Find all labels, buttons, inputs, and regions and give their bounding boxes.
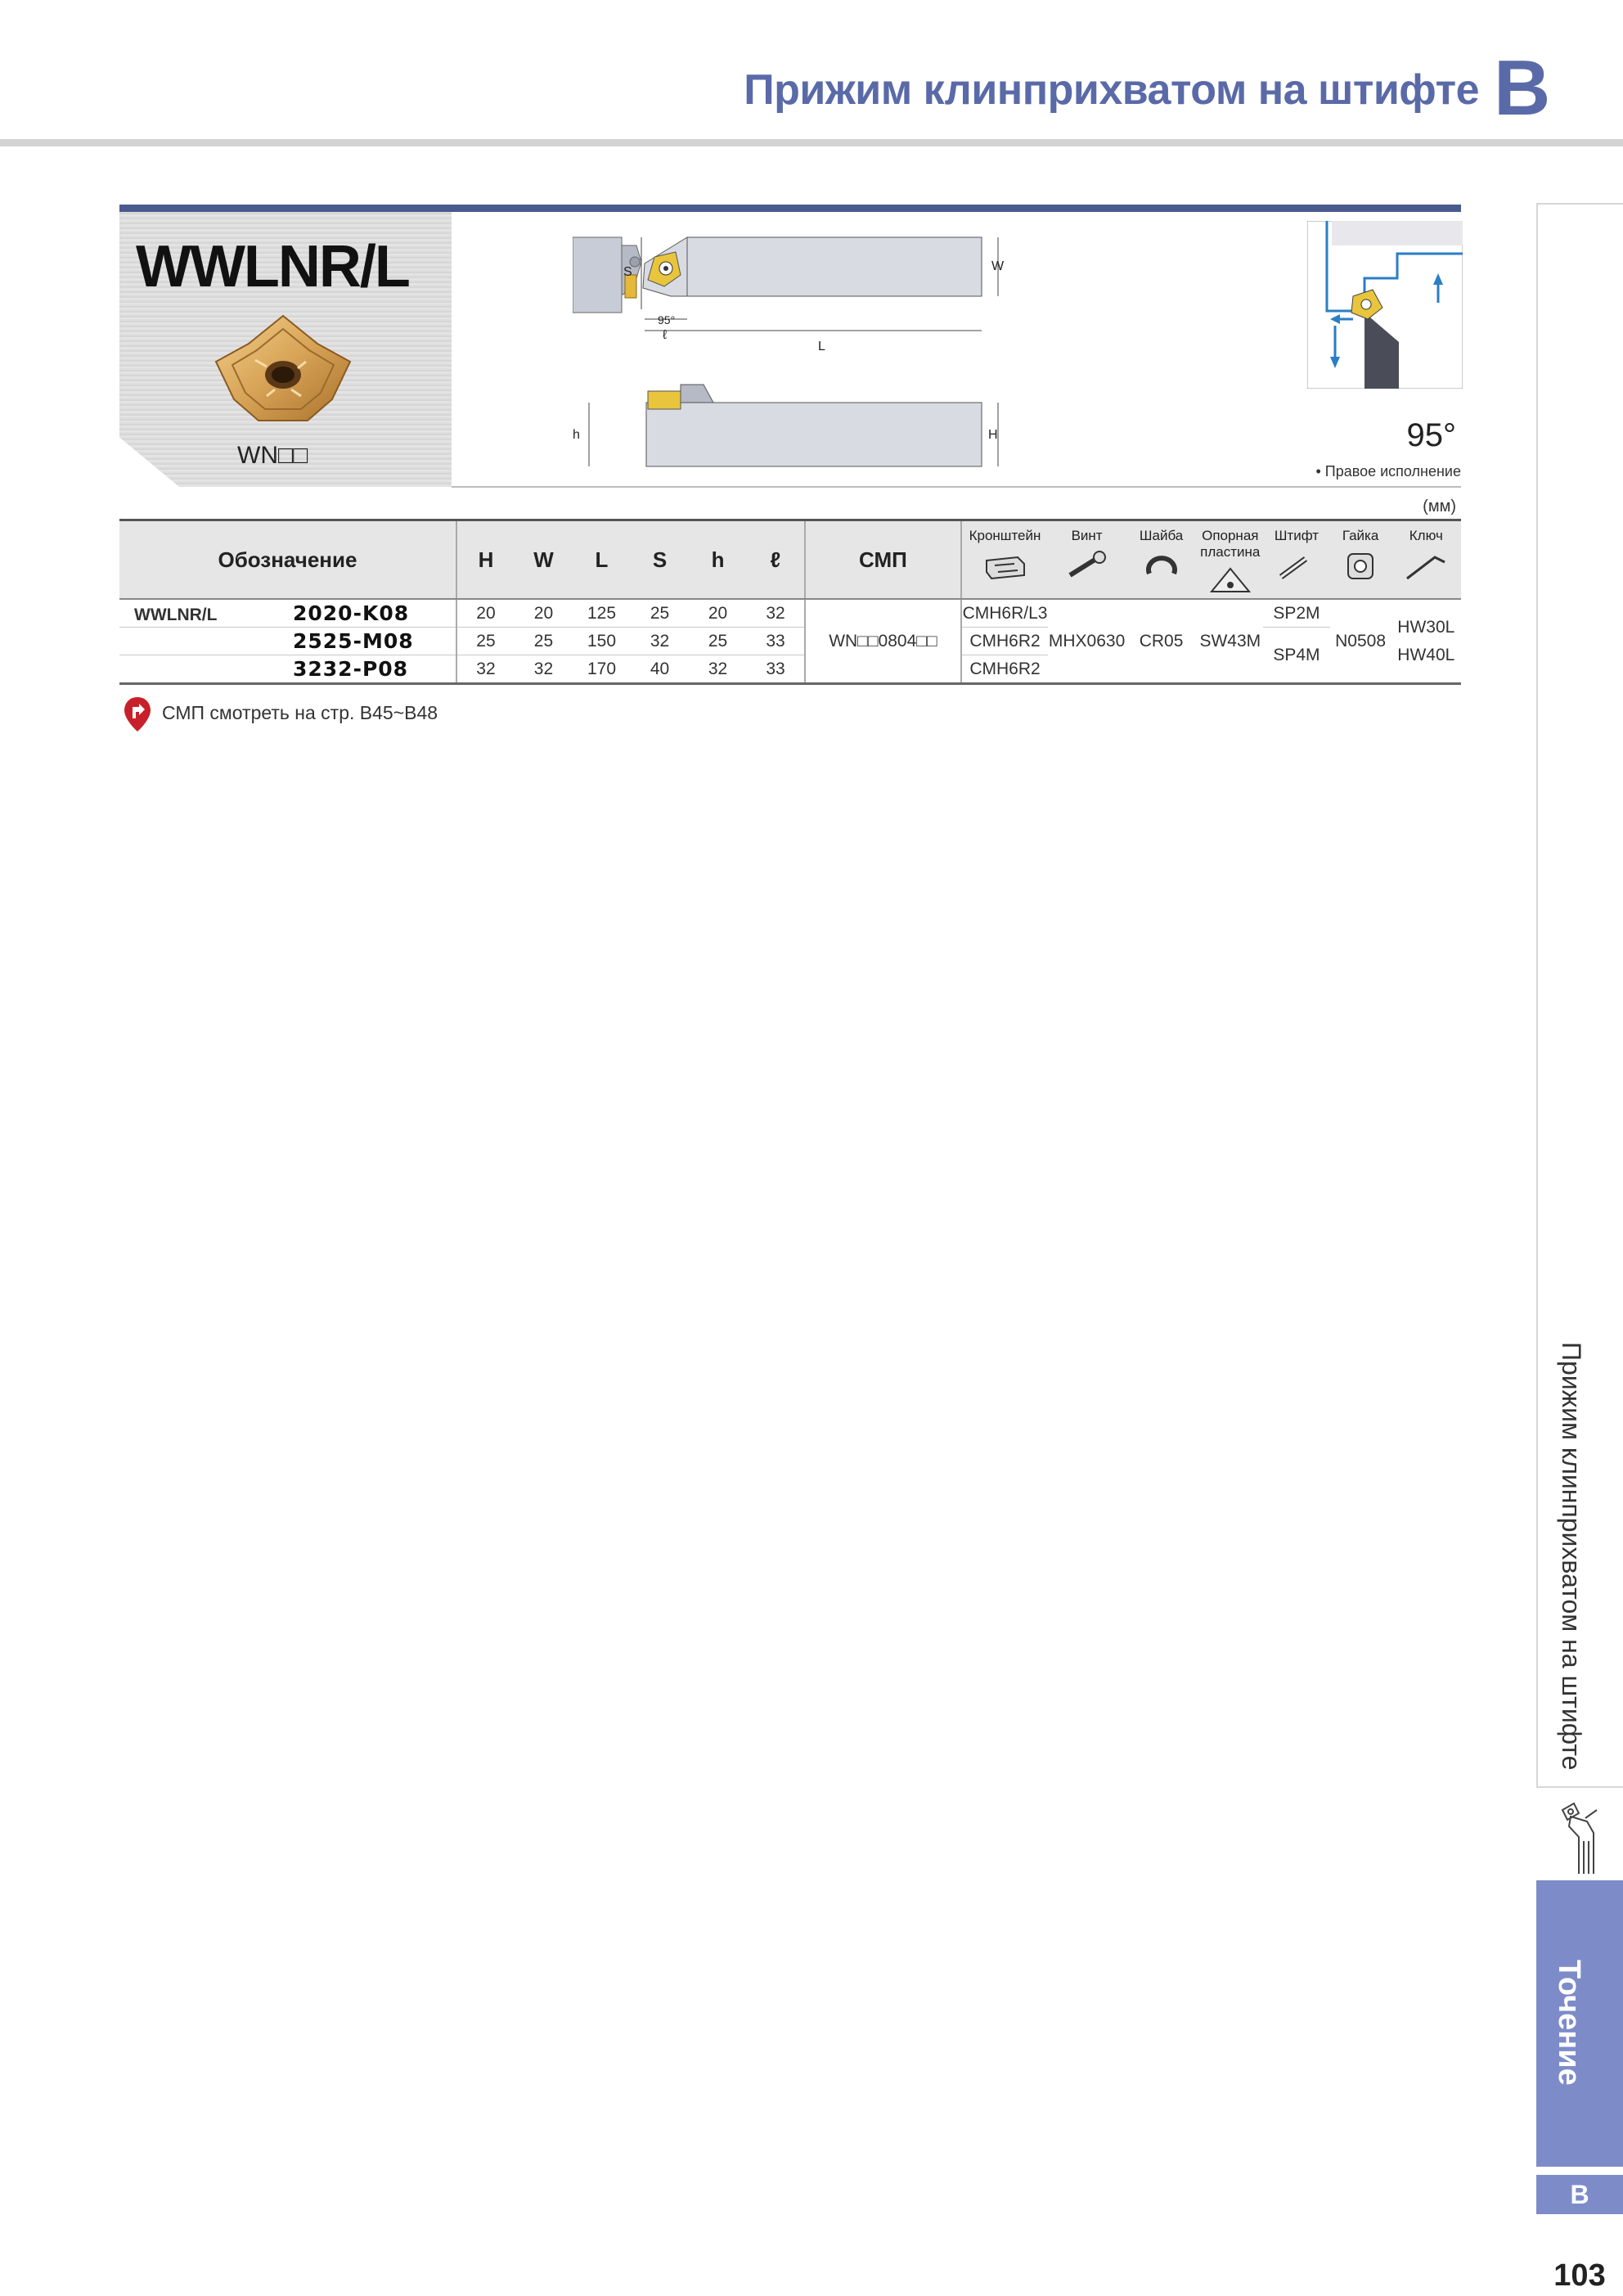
pin-icon: [1273, 551, 1320, 582]
insert-code: WN□□: [237, 442, 308, 469]
section-letter: B: [1494, 44, 1551, 132]
tab-divider-vertical: [1536, 203, 1538, 1786]
lead-angle: 95°: [1406, 417, 1456, 453]
dim-l-label: L: [818, 340, 825, 353]
col-washer-label: Шайба: [1139, 528, 1184, 543]
col-screw-label: Винт: [1071, 528, 1103, 543]
cell-pin: SP4M: [1263, 628, 1329, 684]
col-w: W: [515, 520, 573, 600]
cell-washer: CR05: [1126, 599, 1197, 684]
cell-key-1: HW30L: [1397, 617, 1455, 637]
col-l-small: ℓ: [747, 520, 805, 600]
header-divider: [0, 139, 1623, 146]
tab-turning-label: Точение: [1552, 1960, 1586, 2086]
shim-icon: [1207, 567, 1254, 598]
tab-divider-top: [1536, 203, 1623, 205]
insert-image: [209, 311, 357, 425]
cell-insert: WN□□0804□□: [805, 599, 961, 684]
col-shim: [1197, 520, 1263, 600]
cell-h-small: 32: [689, 655, 747, 684]
table-row: [119, 599, 1461, 628]
cell-l-small: 33: [747, 655, 805, 684]
cell-h: 20: [456, 599, 515, 628]
dim-w-label: W: [991, 259, 1005, 273]
cell-shim: SW43M: [1197, 599, 1263, 684]
col-screw: [1048, 520, 1126, 600]
tool-orientation-diagram: [1307, 221, 1463, 389]
col-pin: [1263, 520, 1329, 600]
section-tab-label: Прижим клинприхватом на штифте: [1557, 1342, 1586, 1771]
row-code: 3232-P08: [293, 657, 409, 681]
cell-l: 170: [573, 655, 631, 684]
cell-l-small: 33: [747, 628, 805, 655]
col-bracket-label: Кронштейн: [969, 528, 1041, 543]
cell-h-small: 20: [689, 599, 747, 628]
page-reference-icon: [123, 696, 152, 733]
turning-tool-icon: [1546, 1792, 1612, 1882]
page-number: 103: [1553, 2258, 1606, 2293]
col-washer: [1126, 520, 1197, 600]
col-h-small: h: [689, 520, 747, 600]
cell-l: 125: [573, 599, 631, 628]
row-code: 2525-M08: [293, 629, 414, 653]
panel-bottom-rule: [452, 486, 1461, 488]
tab-divider-bottom: [1536, 1786, 1623, 1788]
cell-h: 32: [456, 655, 515, 684]
spec-table: [119, 519, 1461, 685]
dim-l-small-label: ℓ: [663, 328, 668, 342]
cell-w: 20: [515, 599, 573, 628]
cell-w: 32: [515, 655, 573, 684]
cell-bracket: CMH6R2: [961, 655, 1048, 684]
col-insert: СМП: [805, 520, 961, 600]
units-label: (мм): [1423, 497, 1456, 515]
cell-bracket: CMH6R2: [961, 628, 1048, 655]
col-designation: Обозначение: [119, 520, 456, 600]
cell-pin: SP2M: [1263, 599, 1329, 628]
key-icon: [1402, 551, 1450, 582]
insert-page-reference: СМП смотреть на стр. B45~B48: [162, 702, 438, 723]
cell-h: 25: [456, 628, 515, 655]
cell-l-small: 32: [747, 599, 805, 628]
cell-key-2: HW40L: [1397, 645, 1455, 664]
nut-icon: [1337, 551, 1384, 582]
col-h: H: [456, 520, 515, 600]
col-l: L: [573, 520, 631, 600]
table-header-row: [119, 520, 1461, 600]
cell-screw: MHX0630: [1048, 599, 1126, 684]
cell-s: 32: [631, 628, 689, 655]
cell-nut: N0508: [1330, 599, 1391, 684]
col-pin-label: Штифт: [1274, 528, 1320, 543]
bracket-icon: [982, 551, 1029, 582]
panel-top-bar: [119, 205, 1461, 212]
cell-w: 25: [515, 628, 573, 655]
hand-note: • Правое исполнение: [1315, 463, 1461, 479]
product-name: WWLNR/L: [136, 234, 409, 299]
page-title: Прижим клинприхватом на штифте: [744, 66, 1479, 114]
cell-h-small: 25: [689, 628, 747, 655]
series-name: WWLNR/L: [134, 606, 218, 624]
col-s: S: [631, 520, 689, 600]
dim-h-label: h: [573, 428, 580, 442]
cell-s: 40: [631, 655, 689, 684]
col-key-label: Ключ: [1409, 528, 1443, 543]
cell-l: 150: [573, 628, 631, 655]
tool-dimension-drawing: [573, 221, 1194, 475]
row-code: 2020-K08: [293, 601, 410, 625]
col-bracket: [961, 520, 1048, 600]
dim-angle-label: 95°: [658, 313, 676, 326]
col-nut: [1330, 520, 1391, 600]
dim-s-label: S: [623, 265, 632, 279]
dim-hh-label: H: [988, 428, 998, 442]
cell-bracket: CMH6R/L3: [961, 599, 1048, 628]
cell-s: 25: [631, 599, 689, 628]
tab-letter: B: [1536, 2175, 1623, 2214]
col-nut-label: Гайка: [1342, 528, 1379, 543]
screw-icon: [1063, 551, 1111, 582]
col-shim-label: Опорная пластина: [1200, 528, 1261, 560]
washer-icon: [1138, 551, 1185, 582]
col-key: [1391, 520, 1461, 600]
